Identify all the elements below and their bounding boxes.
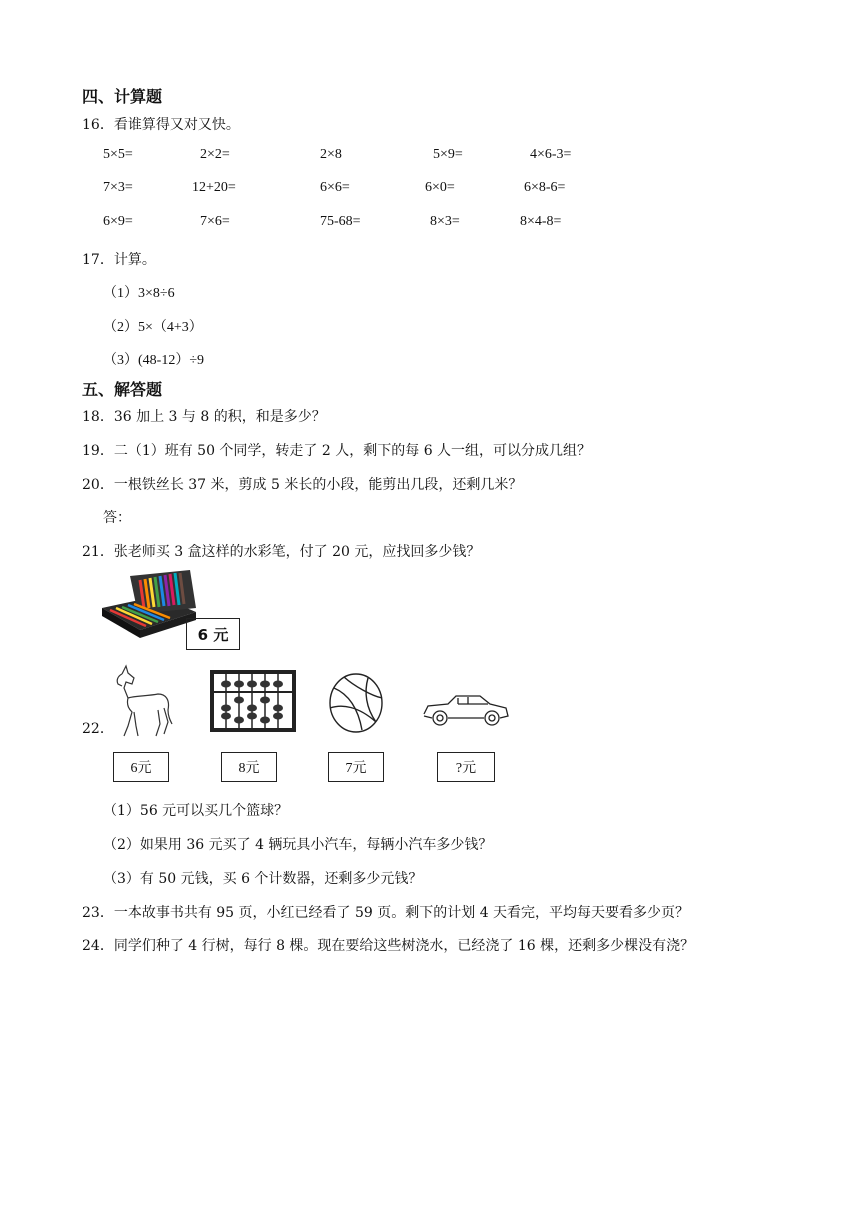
calc-cell: 8×3= [430, 214, 460, 229]
question-20: 20．一根铁丝长 37 米，剪成 5 米长的小段，能剪出几段，还剩几米？ [82, 477, 523, 493]
calc-cell: 5×5= [103, 147, 133, 162]
q22-item: （1）56 元可以买几个篮球？ [103, 803, 289, 819]
question-24: 24．同学们种了 4 行树，每行 8 棵。现在要给这些树浇水，已经浇了 16 棵，还剩多少棵没有浇？ [82, 938, 695, 954]
price-tag-car: ?元 [437, 752, 495, 782]
section-5-title: 五、解答题 [82, 380, 163, 399]
calc-cell: 2×2= [200, 147, 230, 162]
calc-cell: 6×6= [320, 180, 350, 195]
question-22-number: 22． [82, 721, 114, 737]
calc-cell: 6×8-6= [524, 180, 566, 195]
question-17-prompt: 17．计算。 [82, 252, 156, 268]
question-21: 21．张老师买 3 盒这样的水彩笔，付了 20 元，应找回多少钱？ [82, 544, 481, 560]
q17-item: （1）3×8÷6 [103, 286, 175, 301]
q17-item: （2）5×（4+3） [103, 320, 203, 335]
calc-cell: 5×9= [433, 147, 463, 162]
basketball-icon [328, 672, 384, 734]
question-19: 19．二（1）班有 50 个同学，转走了 2 人，剩下的每 6 人一组，可以分成几组？ [82, 443, 592, 459]
section-4-title: 四、计算题 [82, 87, 163, 106]
horse-icon [112, 664, 176, 740]
calc-cell: 6×9= [103, 214, 133, 229]
q22-item: （2）如果用 36 元买了 4 辆玩具小汽车，每辆小汽车多少钱？ [103, 837, 493, 853]
price-tag-6-yuan: 6 元 [186, 618, 240, 650]
price-tag-abacus: 8元 [221, 752, 277, 782]
q22-item: （3）有 50 元钱，买 6 个计数器，还剩多少元钱？ [103, 871, 423, 887]
toy-car-icon [420, 690, 512, 730]
calc-cell: 12+20= [192, 180, 236, 195]
price-tag-horse: 6元 [113, 752, 169, 782]
calc-cell: 7×3= [103, 180, 133, 195]
calc-cell: 2×8 [320, 147, 342, 162]
price-tag-basketball: 7元 [328, 752, 384, 782]
calc-cell: 7×6= [200, 214, 230, 229]
question-16-prompt: 16．看谁算得又对又快。 [82, 117, 240, 133]
q17-item: （3）(48-12）÷9 [103, 353, 205, 368]
abacus-icon [210, 670, 296, 732]
question-23: 23．一本故事书共有 95 页，小红已经看了 59 页。剩下的计划 4 天看完，平均每天要看多少页？ [82, 905, 690, 921]
calc-cell: 8×4-8= [520, 214, 562, 229]
calc-cell: 75-68= [320, 214, 361, 229]
question-18: 18．36 加上 3 与 8 的积，和是多少？ [82, 409, 326, 425]
watercolor-pen-box-image [100, 568, 200, 648]
calc-cell: 4×6-3= [530, 147, 572, 162]
q20-answer-label: 答： [103, 510, 131, 526]
calc-cell: 6×0= [425, 180, 455, 195]
